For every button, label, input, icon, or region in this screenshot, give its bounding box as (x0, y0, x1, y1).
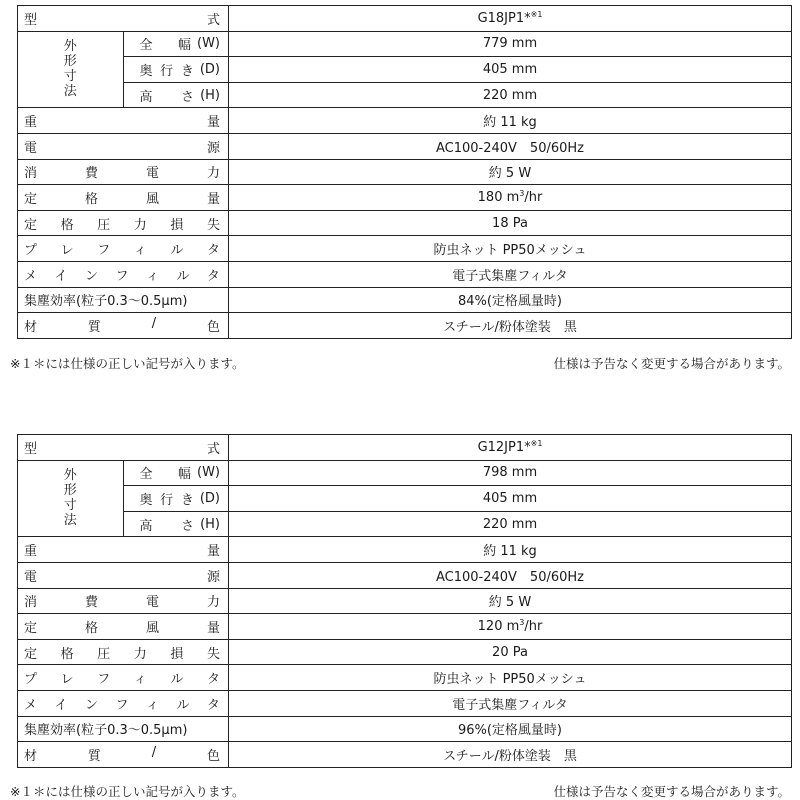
footnote-left: ※１＊には仕様の正しい記号が入ります。 (10, 784, 245, 799)
footnote-right: 仕様は予告なく変更する場合があります。 (553, 356, 790, 371)
row-model (18, 6, 792, 32)
label-material: 材 質 / 色 (18, 313, 229, 339)
row-pressure (18, 639, 792, 665)
row-consumption (18, 159, 792, 185)
row-power (18, 562, 792, 588)
row-depth (18, 486, 792, 512)
footnote-1 (10, 354, 790, 372)
value-efficiency: 84%(定格風量時) (229, 287, 792, 313)
label-model: 型 式 (18, 435, 229, 461)
value-model: G12JP1*$^{※1}$ (229, 435, 792, 461)
value-pressure: 20 Pa (229, 639, 792, 665)
label-dimensions-group: 外 形 寸 法 (18, 31, 124, 108)
label-width: 全 幅 (W) (123, 31, 229, 57)
value-prefilter: 防虫ネット PP50メッシュ (229, 236, 792, 262)
value-power: AC100-240V 50/60Hz (229, 133, 792, 159)
value-model: G18JP1*$^{※1}$ (229, 6, 792, 32)
value-depth: 405 mm (229, 57, 792, 83)
label-mainfilter: メ イ ン フ ィ ル タ (18, 261, 229, 287)
value-mainfilter: 電子式集塵フィルタ (229, 690, 792, 716)
row-weight (18, 537, 792, 563)
row-pressure (18, 210, 792, 236)
row-model (18, 435, 792, 461)
value-airflow: 180 $m^3/hr$ (229, 185, 792, 211)
label-consumption: 消 費 電 力 (18, 159, 229, 185)
value-weight: 約 11 kg (229, 108, 792, 134)
footnote-right: 仕様は予告なく変更する場合があります。 (553, 784, 790, 799)
label-consumption: 消 費 電 力 (18, 588, 229, 614)
value-height: 220 mm (229, 511, 792, 537)
value-weight: 約 11 kg (229, 537, 792, 563)
value-efficiency: 96%(定格風量時) (229, 716, 792, 742)
value-pressure: 18 Pa (229, 210, 792, 236)
label-airflow: 定 格 風 量 (18, 614, 229, 640)
row-width (18, 31, 792, 57)
label-efficiency: 集塵効率(粒子0.3〜0.5μm) (18, 716, 229, 742)
row-prefilter (18, 236, 792, 262)
value-mainfilter: 電子式集塵フィルタ (229, 261, 792, 287)
spec-table-2 (17, 434, 792, 768)
label-power: 電 源 (18, 133, 229, 159)
label-width: 全 幅 (W) (123, 460, 229, 486)
label-efficiency: 集塵効率(粒子0.3〜0.5μm) (18, 287, 229, 313)
label-pressure: 定 格 圧 力 損 失 (18, 639, 229, 665)
label-weight: 重 量 (18, 108, 229, 134)
footnote-left: ※１＊には仕様の正しい記号が入ります。 (10, 356, 245, 371)
row-mainfilter (18, 690, 792, 716)
value-power: AC100-240V 50/60Hz (229, 562, 792, 588)
footnote-2 (10, 782, 790, 800)
label-height: 高 さ (H) (123, 511, 229, 537)
label-weight: 重 量 (18, 537, 229, 563)
value-prefilter: 防虫ネット PP50メッシュ (229, 665, 792, 691)
row-airflow (18, 185, 792, 211)
value-consumption: 約 5 W (229, 159, 792, 185)
row-airflow (18, 614, 792, 640)
label-airflow: 定 格 風 量 (18, 185, 229, 211)
row-mainfilter (18, 261, 792, 287)
row-efficiency (18, 287, 792, 313)
label-depth: 奥 行 き (D) (123, 57, 229, 83)
label-height: 高 さ (H) (123, 82, 229, 108)
row-material (18, 313, 792, 339)
value-consumption: 約 5 W (229, 588, 792, 614)
label-depth: 奥 行 き (D) (123, 486, 229, 512)
row-depth (18, 57, 792, 83)
label-dimensions-group: 外 形 寸 法 (18, 460, 124, 537)
row-material (18, 742, 792, 768)
value-depth: 405 mm (229, 486, 792, 512)
value-width: 798 mm (229, 460, 792, 486)
row-efficiency (18, 716, 792, 742)
label-power: 電 源 (18, 562, 229, 588)
label-material: 材 質 / 色 (18, 742, 229, 768)
row-width (18, 460, 792, 486)
spec-table-1 (17, 5, 792, 339)
label-mainfilter: メ イ ン フ ィ ル タ (18, 690, 229, 716)
value-airflow: 120 $m^3/hr$ (229, 614, 792, 640)
label-prefilter: プ レ フ ィ ル タ (18, 665, 229, 691)
value-width: 779 mm (229, 31, 792, 57)
label-pressure: 定 格 圧 力 損 失 (18, 210, 229, 236)
row-weight (18, 108, 792, 134)
row-consumption (18, 588, 792, 614)
row-prefilter (18, 665, 792, 691)
row-power (18, 133, 792, 159)
row-height (18, 82, 792, 108)
label-model: 型 式 (18, 6, 229, 32)
label-prefilter: プ レ フ ィ ル タ (18, 236, 229, 262)
value-material: スチール/粉体塗装 黒 (229, 313, 792, 339)
value-material: スチール/粉体塗装 黒 (229, 742, 792, 768)
value-height: 220 mm (229, 82, 792, 108)
row-height (18, 511, 792, 537)
